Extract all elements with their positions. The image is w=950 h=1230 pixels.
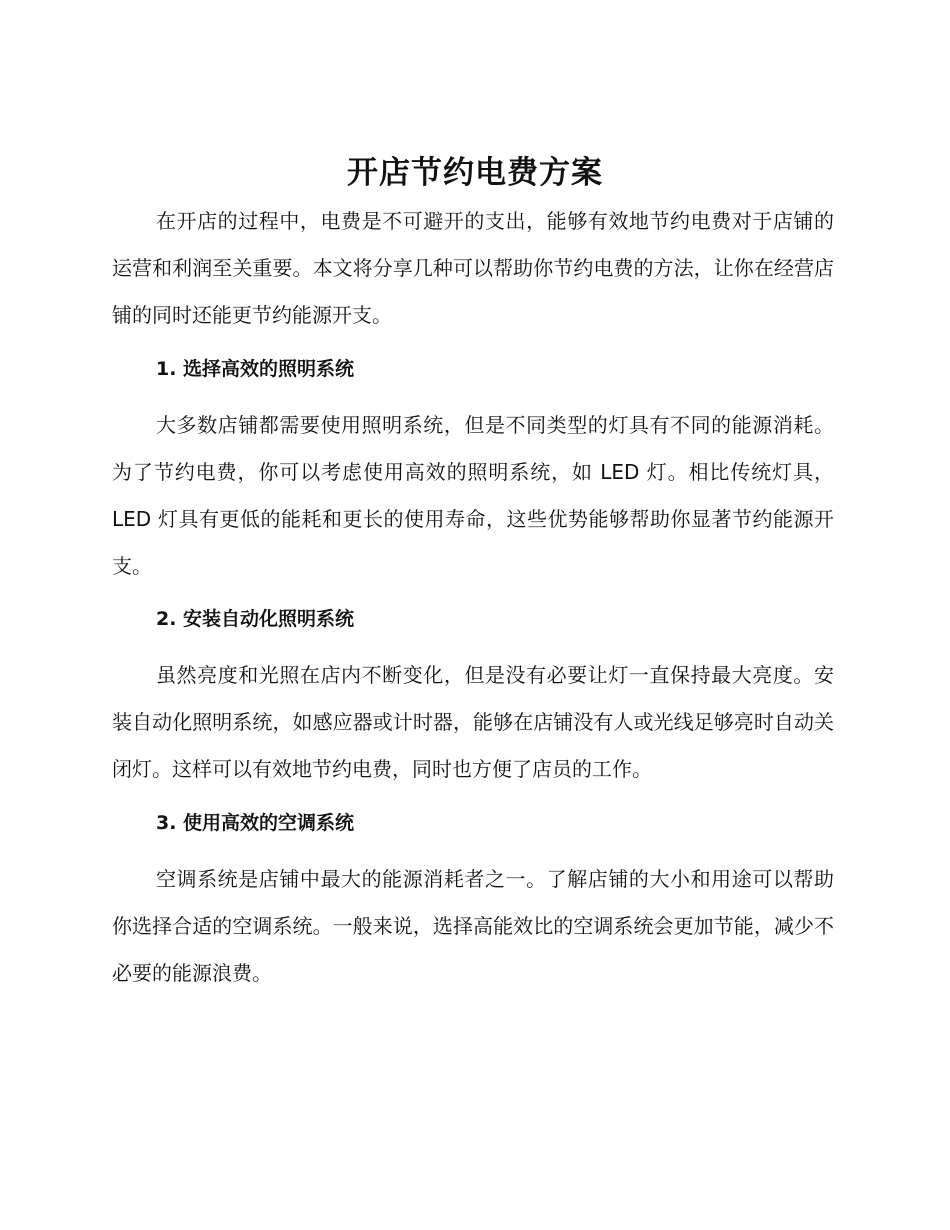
section-body-lighting: 大多数店铺都需要使用照明系统，但是不同类型的灯具有不同的能源消耗。为了节约电费，你可以考虑使用高效的照明系统，如 LED 灯。相比传统灯具，LED 灯具有更低的能耗和更长的使用寿命，这些优势能够帮助你显著节约能源开支。 [112, 413, 834, 578]
section-body-air-conditioning: 空调系统是店铺中最大的能源消耗者之一。了解店铺的大小和用途可以帮助你选择合适的空调系统。一般来说，选择高能效比的空调系统会更加节能，减少不必要的能源浪费。 [112, 867, 834, 985]
section-heading-lighting: 1. 选择高效的照明系统 [156, 358, 355, 380]
document-title: 开店节约电费方案 [347, 155, 603, 191]
section-heading-auto-lighting: 2. 安装自动化照明系统 [156, 608, 355, 630]
section-heading-air-conditioning: 3. 使用高效的空调系统 [156, 812, 355, 834]
section-body-auto-lighting: 虽然亮度和光照在店内不断变化，但是没有必要让灯一直保持最大亮度。安装自动化照明系统，如感应器或计时器，能够在店铺没有人或光线足够亮时自动关闭灯。这样可以有效地节约电费，同时也方便了店员的工作。 [112, 663, 834, 781]
intro-paragraph: 在开店的过程中，电费是不可避开的支出，能够有效地节约电费对于店铺的运营和利润至关重要。本文将分享几种可以帮助你节约电费的方法，让你在经营店铺的同时还能更节约能源开支。 [112, 209, 834, 327]
